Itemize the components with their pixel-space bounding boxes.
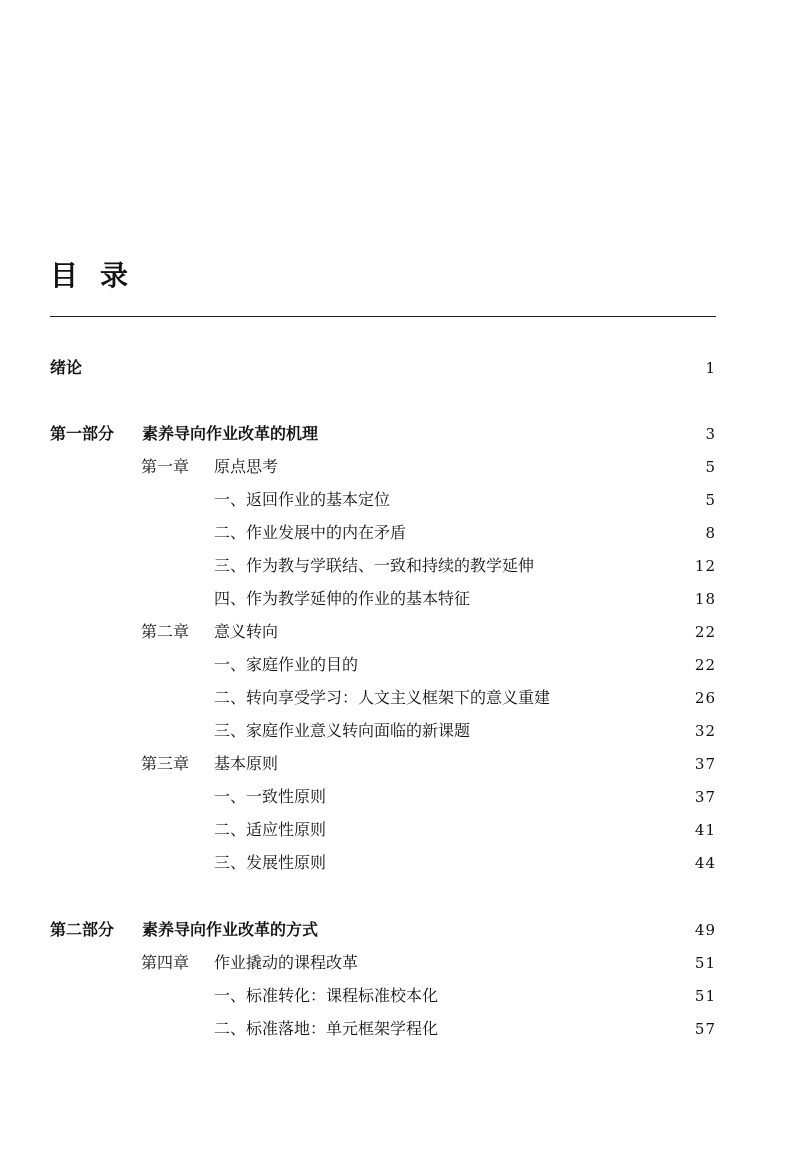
toc-section-title: 一、标准转化：课程标准校本化 <box>214 986 439 1005</box>
toc-section-title: 二、适应性原则 <box>214 820 327 839</box>
toc-entry-section[interactable] <box>0 980 790 1012</box>
toc-page-number: 22 <box>694 656 716 674</box>
toc-chapter-title: 作业撬动的课程改革 <box>214 953 359 972</box>
toc-section-title: 一、家庭作业的目的 <box>214 655 359 674</box>
toc-chapter-label: 第一章 <box>141 457 190 476</box>
toc-entry-section[interactable] <box>0 1013 790 1045</box>
toc-chapter-label: 第四章 <box>141 953 190 972</box>
toc-section-title: 二、作业发展中的内在矛盾 <box>214 523 407 542</box>
toc-entry-section[interactable] <box>0 682 790 714</box>
toc-section-title: 三、作为教与学联结、一致和持续的教学延伸 <box>214 556 535 575</box>
toc-page-number: 5 <box>705 491 716 509</box>
toc-page-number: 41 <box>694 821 716 839</box>
toc-entry-chapter-3[interactable] <box>0 748 790 780</box>
toc-section-title: 三、发展性原则 <box>214 853 327 872</box>
toc-part-title: 素养导向作业改革的方式 <box>142 920 319 939</box>
toc-page-number: 37 <box>694 788 716 806</box>
toc-section-title: 二、转向享受学习：人文主义框架下的意义重建 <box>214 688 551 707</box>
toc-page-number: 49 <box>694 921 716 939</box>
toc-entry-chapter-1[interactable] <box>0 451 790 483</box>
toc-page-number: 57 <box>694 1020 716 1038</box>
toc-page-number: 18 <box>694 590 716 608</box>
toc-entry-intro[interactable] <box>0 352 790 384</box>
toc-entry-section[interactable] <box>0 649 790 681</box>
toc-entry-chapter-2[interactable] <box>0 616 790 648</box>
toc-chapter-title: 基本原则 <box>214 754 279 773</box>
toc-page-number: 5 <box>705 458 716 476</box>
toc-page-number: 51 <box>694 987 716 1005</box>
toc-entry-section[interactable] <box>0 814 790 846</box>
toc-entry-section[interactable] <box>0 484 790 516</box>
toc-page-number: 22 <box>694 623 716 641</box>
toc-entry-section[interactable] <box>0 550 790 582</box>
toc-part-title: 素养导向作业改革的机理 <box>142 424 319 443</box>
toc-part-label: 第一部分 <box>50 424 115 443</box>
toc-chapter-title: 原点思考 <box>214 457 279 476</box>
toc-chapter-label: 第二章 <box>141 622 190 641</box>
toc-page-number: 37 <box>694 755 716 773</box>
toc-section-title: 三、家庭作业意义转向面临的新课题 <box>214 721 471 740</box>
toc-page-number: 32 <box>694 722 716 740</box>
toc-page-number: 26 <box>694 689 716 707</box>
toc-section-title: 一、一致性原则 <box>214 787 327 806</box>
toc-entry-section[interactable] <box>0 517 790 549</box>
toc-entry-section[interactable] <box>0 847 790 879</box>
toc-chapter-label: 第三章 <box>141 754 190 773</box>
toc-entry-title: 绪论 <box>50 358 83 377</box>
toc-section-title: 四、作为教学延伸的作业的基本特征 <box>214 589 471 608</box>
toc-page-number: 44 <box>694 854 716 872</box>
toc-part-label: 第二部分 <box>50 920 115 939</box>
toc-entry-part-1[interactable] <box>0 418 790 450</box>
toc-entry-section[interactable] <box>0 583 790 615</box>
toc-entry-chapter-4[interactable] <box>0 947 790 979</box>
toc-section-title: 二、标准落地：单元框架学程化 <box>214 1019 439 1038</box>
toc-page-number: 51 <box>694 954 716 972</box>
toc-section-title: 一、返回作业的基本定位 <box>214 490 391 509</box>
toc-page-number: 8 <box>705 524 716 542</box>
toc-entry-section[interactable] <box>0 781 790 813</box>
page-title: 目录 <box>50 259 151 292</box>
toc-entry-section[interactable] <box>0 715 790 747</box>
toc-entry-part-2[interactable] <box>0 914 790 946</box>
toc-page-number: 3 <box>705 425 716 443</box>
toc-page-number: 1 <box>705 359 716 377</box>
toc-page-number: 12 <box>694 557 716 575</box>
toc-chapter-title: 意义转向 <box>214 622 279 641</box>
